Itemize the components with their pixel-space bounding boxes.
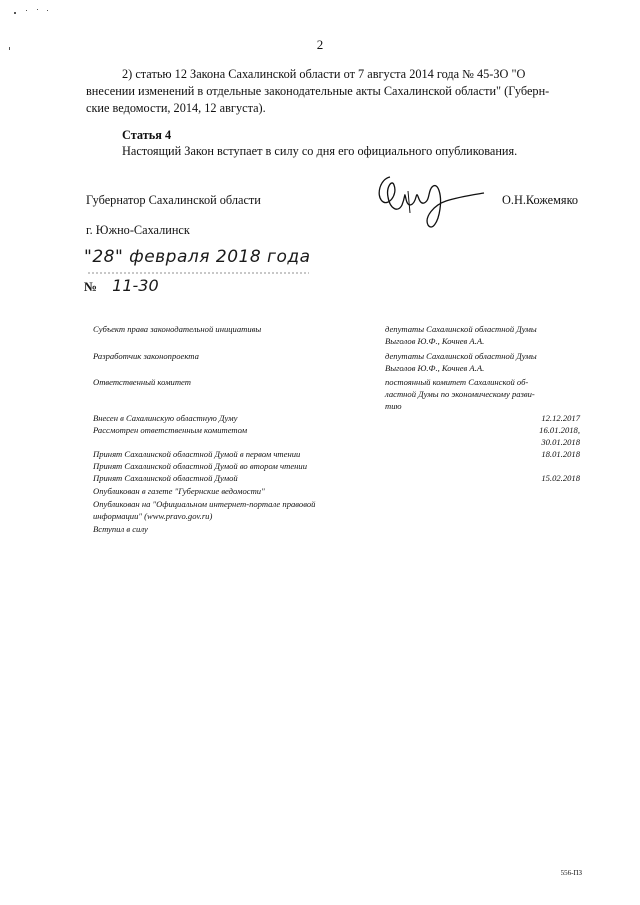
reviewed-date: 16.01.2018, xyxy=(539,425,580,435)
committee-label: Ответственный комитет xyxy=(93,377,191,387)
footer-code: 556-ПЗ xyxy=(560,869,582,877)
governor-signature xyxy=(368,165,488,237)
developer-label: Разработчик законопроекта xyxy=(93,351,199,361)
law-number: 11-30 xyxy=(112,276,159,295)
scan-speck xyxy=(14,12,16,14)
committee-value-line: ластной Думы по экономическому разви- xyxy=(385,389,535,399)
committee-value-line: постоянный комитет Сахалинской об- xyxy=(385,377,529,387)
governor-title: Губернатор Сахалинской области xyxy=(86,193,261,207)
subject-value-line: Выголов Ю.Ф., Кочнев А.А. xyxy=(385,336,485,346)
handwritten-number-line xyxy=(84,276,159,295)
second-reading-label: Принят Сахалинской областной Думой во втором чтении xyxy=(93,461,307,471)
reviewed-date: 30.01.2018 xyxy=(541,437,580,447)
paragraph-line: 2) статью 12 Закона Сахалинской области от 7 августа 2014 года № 45-ЗО "О xyxy=(122,67,526,81)
paragraph-line: внесении изменений в отдельные законодательные акты Сахалинской области" (Губерн- xyxy=(86,84,550,98)
first-reading-label: Принят Сахалинской областной Думой в первом чтении xyxy=(93,449,301,459)
number-sign: № xyxy=(84,279,98,294)
subject-value xyxy=(385,323,581,347)
scan-speck xyxy=(37,9,38,10)
law-amendment-paragraph xyxy=(86,66,586,117)
published-portal-line: Опубликован на "Официальном интернет-портале правовой xyxy=(93,499,316,509)
reviewed-dates xyxy=(539,424,580,448)
subject-label: Субъект права законодательной инициативы xyxy=(93,324,262,334)
article-text: Настоящий Закон вступает в силу со дня его официального опубликования. xyxy=(122,144,518,158)
adopted-label: Принят Сахалинской областной Думой xyxy=(93,473,238,483)
published-portal-label xyxy=(93,498,315,522)
introduced-label: Внесен в Сахалинскую областную Думу xyxy=(93,413,238,423)
reviewed-label: Рассмотрен ответственным комитетом xyxy=(93,425,248,435)
first-reading-date: 18.01.2018 xyxy=(541,449,580,459)
scan-speck xyxy=(47,10,48,11)
scan-speck xyxy=(26,10,27,11)
article-title: Статья 4 xyxy=(122,128,172,142)
handwritten-date: "28" февраля 2018 года xyxy=(84,247,311,267)
developer-value-line: Выголов Ю.Ф., Кочнев А.А. xyxy=(385,363,485,373)
paragraph-line: ские ведомости, 2014, 12 августа). xyxy=(86,101,266,115)
developer-value xyxy=(385,350,581,374)
subject-value-line: депутаты Сахалинской областной Думы xyxy=(385,324,537,334)
governor-name: О.Н.Кожемяко xyxy=(502,193,579,207)
committee-value-line: тию xyxy=(385,401,402,411)
adopted-date: 15.02.2018 xyxy=(541,473,580,483)
published-portal-line: информации" (www.pravo.gov.ru) xyxy=(93,511,213,521)
effective-label: Вступил в силу xyxy=(93,524,148,534)
committee-value xyxy=(385,376,581,412)
city: г. Южно-Сахалинск xyxy=(86,223,190,237)
introduced-date: 12.12.2017 xyxy=(541,413,580,423)
developer-value-line: депутаты Сахалинской областной Думы xyxy=(385,351,537,361)
page-number: 2 xyxy=(316,37,324,52)
published-gazette-label: Опубликован в газете "Губернские ведомости" xyxy=(93,486,265,496)
